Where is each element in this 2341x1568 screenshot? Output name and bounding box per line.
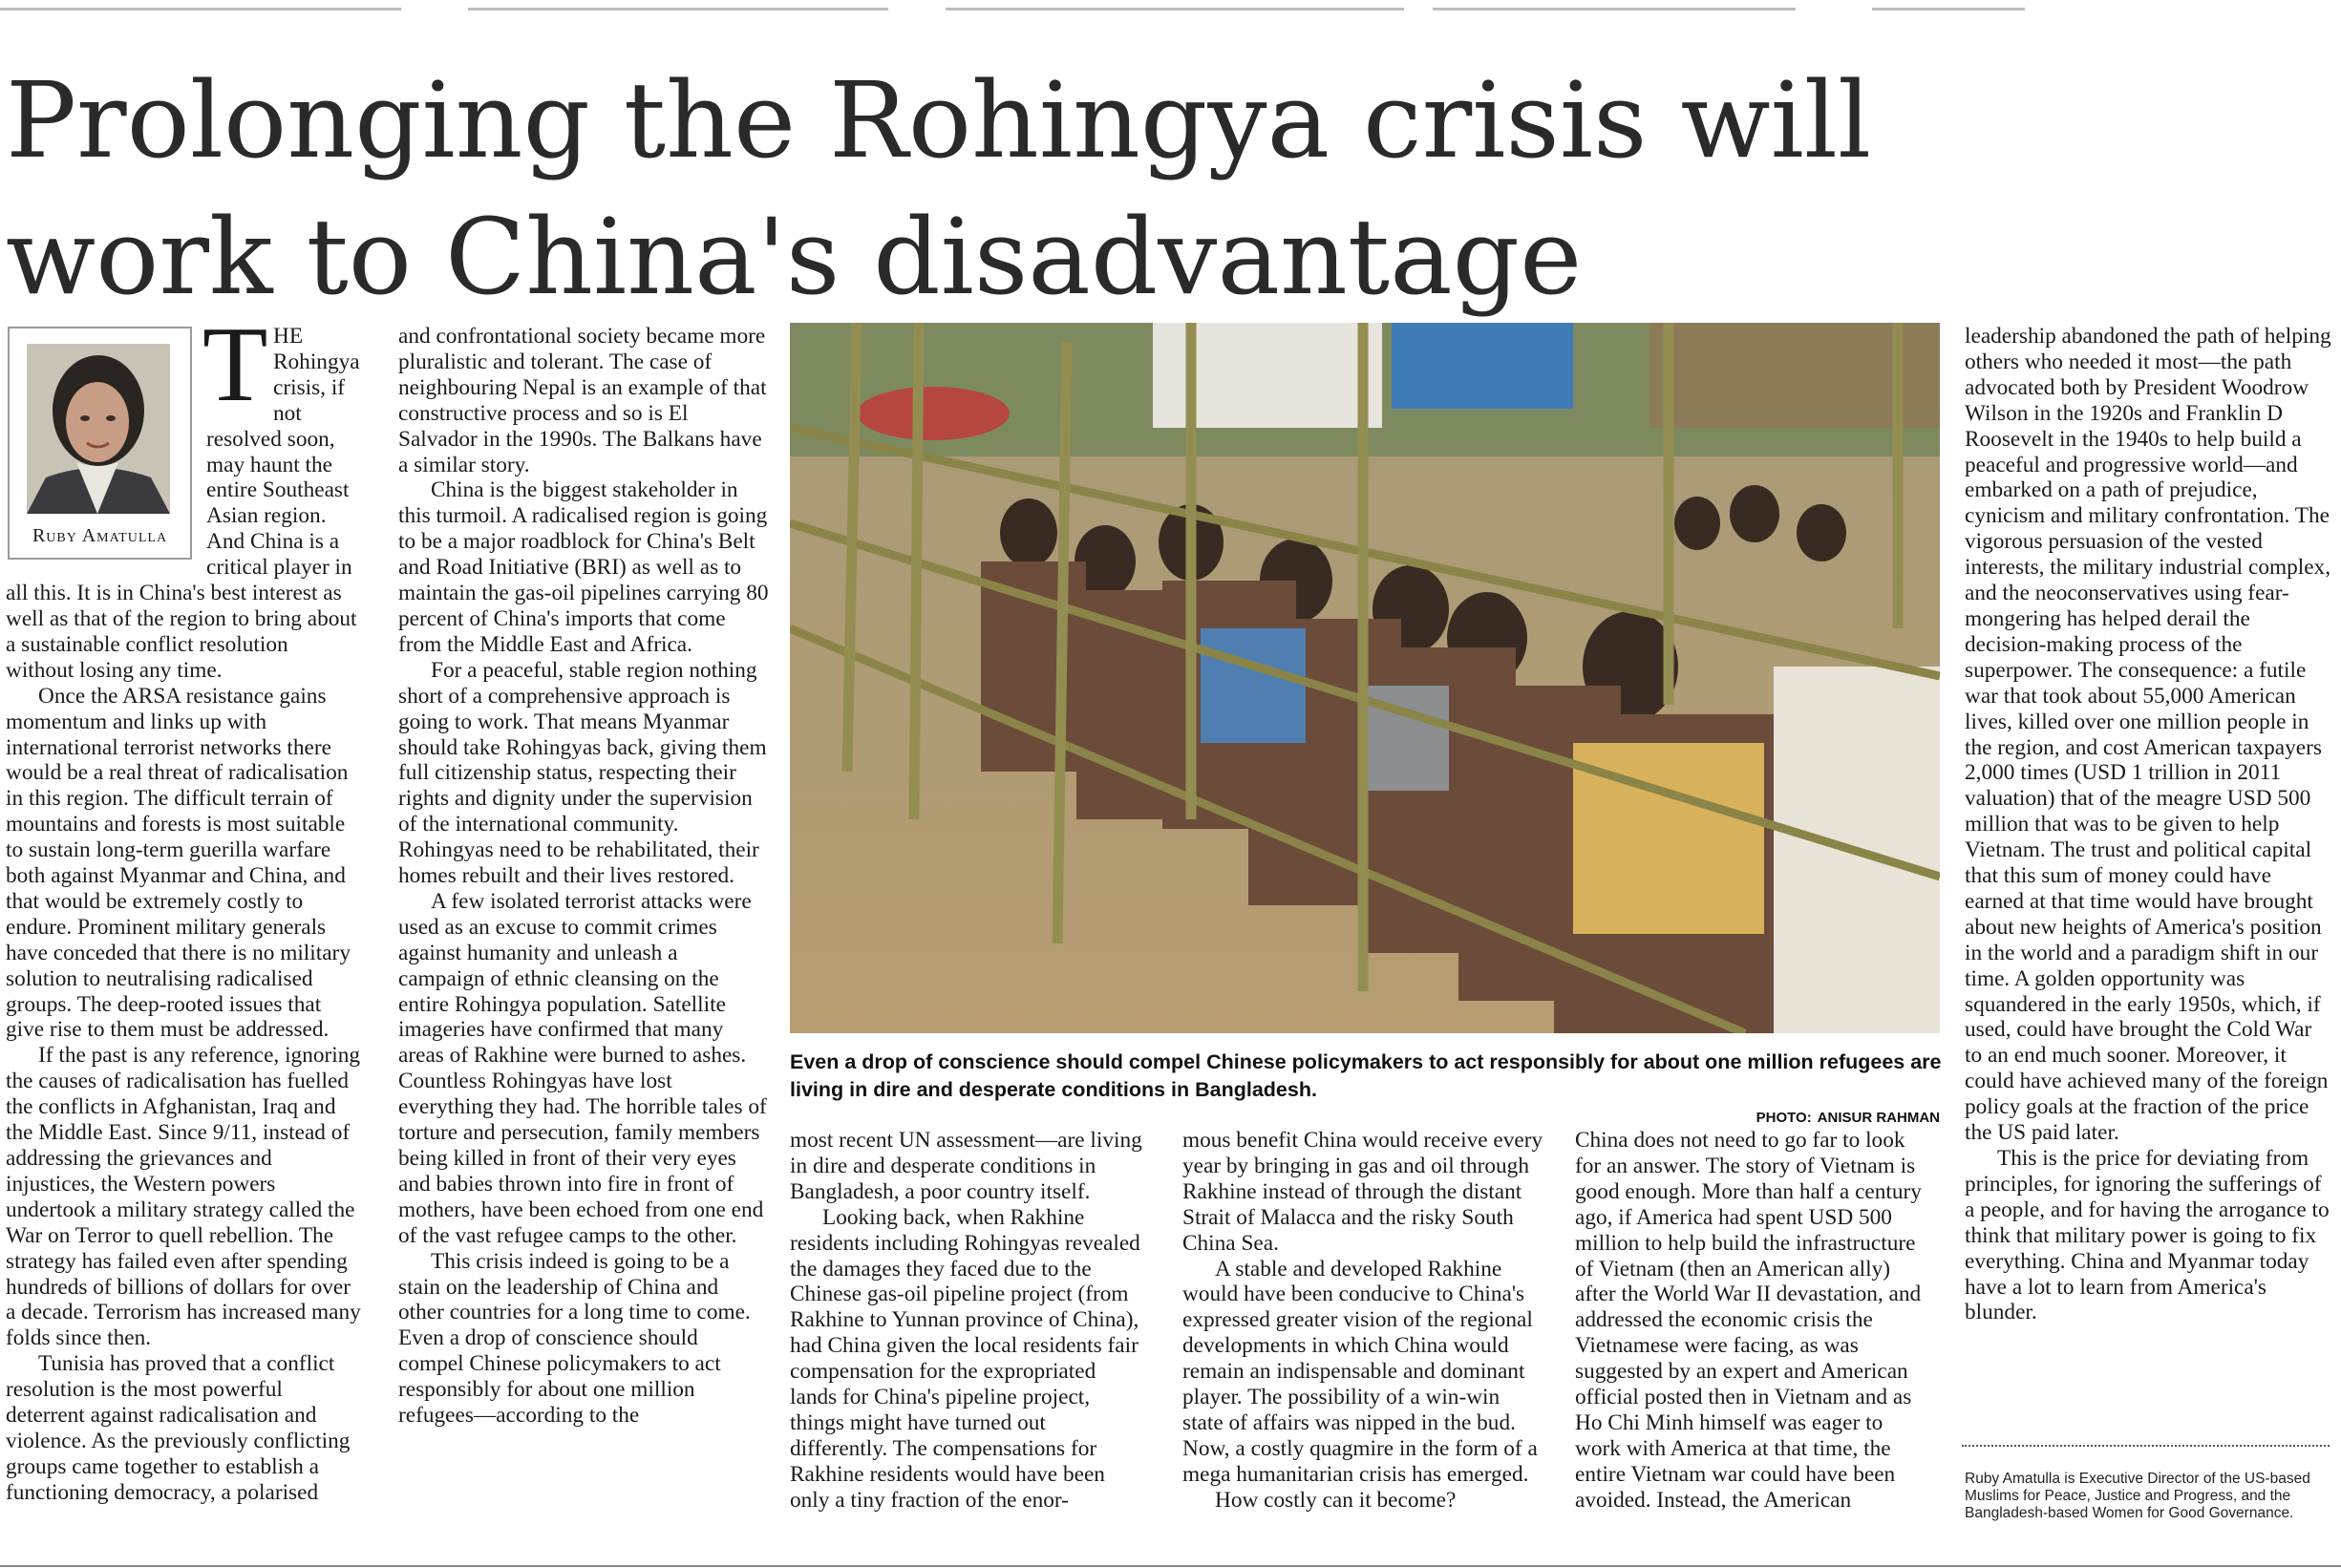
dropcap-float-spacer: [206, 324, 273, 414]
paragraph: For a peaceful, stable region nothing short of a comprehensive approach is going to work. That means Myanmar should take Rohingyas back, giving them full citizenship status, respecting their rights and dignity under the supervision of the international community. Rohingyas need to be rehabilitated, their homes rebuilt and their lives restored.: [398, 657, 767, 889]
drop-cap: T: [202, 306, 268, 424]
photo-credit-label: PHOTO:: [1756, 1110, 1812, 1126]
photo-caption: [790, 1049, 1946, 1132]
paragraph: China does not need to go far to look for an answer. The story of Vietnam is good enough. More than half a century ago, if America had spent USD 500 million to help build the infrastructure of Vietnam (then an American ally) after the World War II devastation, and addressed the economic crisis the Vietnamese were facing, as was suggested by an expert and American official posted then in Vietnam and as Ho Chi Minh himself was eager to work with America at that time, the entire Vietnam war could have been avoided. Instead, the American: [1575, 1128, 1922, 1513]
column-5: [1575, 1128, 1930, 1514]
column-4: [1182, 1128, 1543, 1514]
paragraph: Once the ARSA resistance gains momentum and links up with international terrorist networks there would be a real threat of radicalisation in this region. The difficult terrain of mountains and forests is most suitable to sustain long-term guerilla warfare both against Myanmar and China, and that would be extremely costly to endure. Prominent military generals have conceded that there is no military solution to neutralising radicalised groups. The deep-rooted issues that give rise to them must be addressed.: [6, 683, 351, 1043]
caption-text: Even a drop of conscience should compel Chinese policymakers to act responsibly for about one million refugees are living in dire and desperate conditions in Bangladesh.: [790, 1050, 1942, 1101]
top-edge-strip-graphic: [0, 8, 2341, 12]
photographer-name: ANISUR RAHMAN: [1817, 1110, 1940, 1126]
paragraph: most recent UN assessment—are living in dire and desperate conditions in Bangladesh, a poor country itself.: [790, 1128, 1142, 1204]
paragraph: and confrontational society became more pluralistic and tolerant. The case of neighbouring Nepal is an example of that constructive process and so is El Salvador in the 1990s. The Balkans have a similar story.: [398, 324, 767, 477]
lead-paragraph: HE Rohingya crisis, if not resolved soon, may haunt the entire Southeast Asian region. And China is a critical player in all this. It is in China's best interest as well as that of the region to bring about a sustainable conflict resolution without losing any time.: [6, 324, 360, 683]
author-note-divider: [1962, 1445, 2330, 1447]
paragraph: leadership abandoned the path of helping others who needed it most—the path advocated both by President Woodrow Wilson in the 1920s and Franklin D Roosevelt in the 1940s to help build a peaceful and progressive world—and embarked on a path of prejudice, cynicism and military confrontation. The vigorous persuasion of the vested interests, the military industrial complex, and the neoconservatives using fear-mongering has helped derail the decision-making process of the superpower. The consequence: a futile war that took about 55,000 American lives, killed over one million people in the region, and cost American taxpayers 2,000 times (USD 1 trillion in 2011 valuation) that of the meagre USD 500 million that was to be given to help Vietnam. The trust and political capital that this sum of money could have earned at that time would have brought about new heights of America's position in the world and a paradigm shift in our time. A golden opportunity was squandered in the early 1950s, which, if used, could have brought the Cold War to an end much sooner. Moreover, it could have achieved many of the foreign policy goals at the fraction of the price the US paid later.: [1965, 324, 2331, 1146]
column-2: [398, 324, 769, 1429]
author-bio: Ruby Amatulla is Executive Director of the US-based Muslims for Peace, Justice and Progress, and the Bangladesh-based Women for Good Governance.: [1965, 1471, 2310, 1521]
paragraph: mous benefit China would receive every year by bringing in gas and oil through Rakhine instead of through the distant Strait of Malacca and the risky South China Sea.: [1182, 1128, 1543, 1256]
refugee-photo: [790, 323, 1940, 1033]
paragraph: How costly can it become?: [1215, 1487, 1457, 1513]
paragraph: Tunisia has proved that a conflict resolution is the most powerful deterrent against radicalisation and violence. As the previously conflicting groups came together to establish a functioning democracy, a polarised: [6, 1351, 351, 1505]
column-3: [790, 1128, 1145, 1514]
author-name: Ruby Amatulla: [32, 525, 168, 546]
photo-graphic: [790, 323, 1940, 1033]
headline: Prolonging the Rohingya crisis will work to China's disadvantage: [6, 59, 1872, 318]
paragraph: This is the price for deviating from principles, for ignoring the sufferings of a people, and for having the arrogance to think that military power is going to fix everything. China and Myanmar today have a lot to learn from America's blunder.: [1965, 1146, 2330, 1325]
paragraph: This crisis indeed is going to be a stain on the leadership of China and other countries for a long time to come. Even a drop of conscience should compel Chinese policymakers to act responsibly for about one million refugees—according to the: [398, 1248, 751, 1429]
column-1-text: [6, 324, 361, 1506]
paragraph: If the past is any reference, ignoring the causes of radicalisation has fuelled the conflicts in Afghanistan, Iraq and the Middle East. Since 9/11, instead of addressing the grievances and injustices, the Western powers undertook a military strategy called the War on Terror to quell rebellion. The strategy has failed even after spending hundreds of billions of dollars for over a decade. Terrorism has increased many folds since then.: [6, 1043, 361, 1351]
page-bottom-rule: [0, 1565, 2341, 1567]
paragraph: A stable and developed Rakhine would have been conducive to China's expressed greater vision of the regional developments in which China would remain an indispensable and dominant player. The possibility of a win-win state of affairs was nipped in the bud. Now, a costly quagmire in the form of a mega humanitarian crisis has emerged.: [1182, 1256, 1538, 1487]
paragraph: A few isolated terrorist attacks were used as an excuse to commit crimes against humanity and unleash a campaign of ethnic cleansing on the entire Rohingya population. Satellite imageries have confirmed that many areas of Rakhine were burned to ashes. Countless Rohingyas have lost everything they had. The horrible tales of torture and persecution, family members being killed in front of their very eyes and babies thrown into fire in front of mothers, have been echoed from one end of the vast refugee camps to the other.: [398, 888, 767, 1248]
top-edge-strip: [0, 0, 2341, 5]
column-6: [1965, 324, 2333, 1325]
paragraph: China is the biggest stakeholder in this turmoil. A radicalised region is going to be a major roadblock for China's Belt and Road Initiative (BRI) as well as to maintain the gas-oil pipelines carrying 80 percent of China's imports that come from the Middle East and Africa.: [398, 477, 769, 657]
paragraph: Looking back, when Rakhine residents including Rohingyas revealed the damages they faced due to the Chinese gas-oil pipeline project (from Rakhine to Yunnan province of China), had China given the local residents fair compensation for the expropriated lands for China's pipeline project, things might have turned out differently. The compensations for Rakhine residents would have been only a tiny fraction of the enor-: [790, 1204, 1140, 1513]
portrait-float-spacer: [6, 324, 206, 560]
